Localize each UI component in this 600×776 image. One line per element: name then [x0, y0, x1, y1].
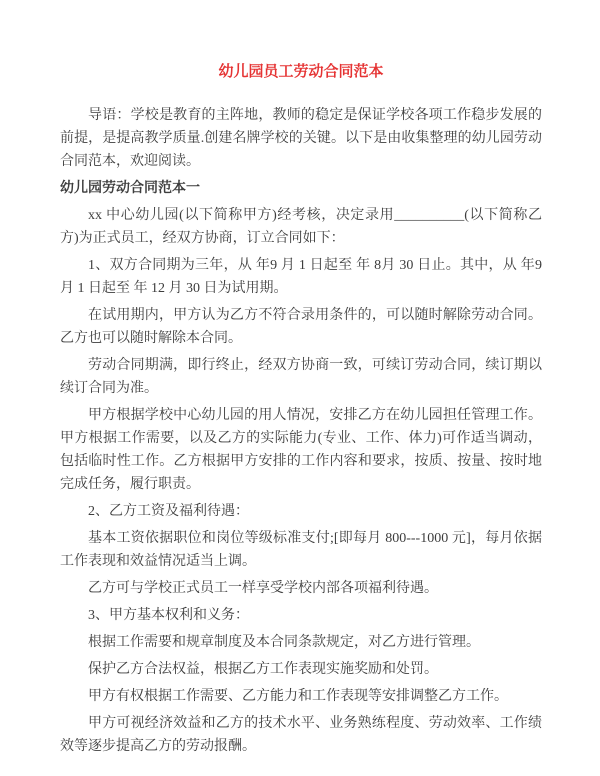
- paragraph-lead: 导语：学校是教育的主阵地，教师的稳定是保证学校各项工作稳步发展的前提，是提高教学质量.创建名牌学校的关键。以下是由收集整理的幼儿园劳动合同范本，欢迎阅读。: [60, 108, 542, 169]
- paragraph-party-intro: xx 中心幼儿园(以下简称甲方)经考核，决定录用__________(以下简称乙方)为正式员工，经双方协商，订立合同如下：: [60, 208, 542, 246]
- paragraph-clause-1-term: 1、双方合同期为三年，从 年9 月 1 日起至 年 8月 30 日止。其中，从 年9 月 1 日起至 年 12 月 30 日为试用期。: [60, 258, 542, 296]
- paragraph-expiry-renewal: 劳动合同期满，即行终止，经双方协商一致，可续订劳动合同，续订期以续订合同为准。: [60, 358, 542, 396]
- paragraph-base-salary: 基本工资依据职位和岗位等级标准支付;[即每月 800---1000 元]，每月依据工作表现和效益情况适当上调。: [60, 531, 542, 569]
- paragraph-raise-pay: 甲方可视经济效益和乙方的技术水平、业务熟练程度、劳动效率、工作绩效等逐步提高乙方的劳动报酬。: [60, 716, 542, 754]
- section-heading-template-one: 幼儿园劳动合同范本一: [60, 181, 200, 196]
- paragraph-welfare: 乙方可与学校正式员工一样享受学校内部各项福利待遇。: [88, 581, 438, 596]
- paragraph-work-arrangement: 甲方根据学校中心幼儿园的用人情况，安排乙方在幼儿园担任管理工作。甲方根据工作需要，以及乙方的实际能力(专业、工作、体力)可作适当调动，包括临时性工作。乙方根据甲方安排的工作内容和要求，按质、按量、按时地完成任务，履行职责。: [60, 408, 542, 492]
- paragraph-protection-reward: 保护乙方合法权益，根据乙方工作表现实施奖励和处罚。: [88, 662, 438, 677]
- paragraph-clause-2-salary-heading: 2、乙方工资及福利待遇：: [88, 504, 249, 519]
- paragraph-adjust-work: 甲方有权根据工作需要、乙方能力和工作表现等安排调整乙方工作。: [88, 689, 508, 704]
- document-title: 幼儿园员工劳动合同范本: [218, 63, 384, 80]
- paragraph-management: 根据工作需要和规章制度及本合同条款规定，对乙方进行管理。: [88, 635, 480, 650]
- paragraph-clause-3-rights-heading: 3、甲方基本权利和义务：: [88, 608, 249, 623]
- paragraph-probation: 在试用期内，甲方认为乙方不符合录用条件的，可以随时解除劳动合同。乙方也可以随时解除本合同。: [60, 308, 542, 346]
